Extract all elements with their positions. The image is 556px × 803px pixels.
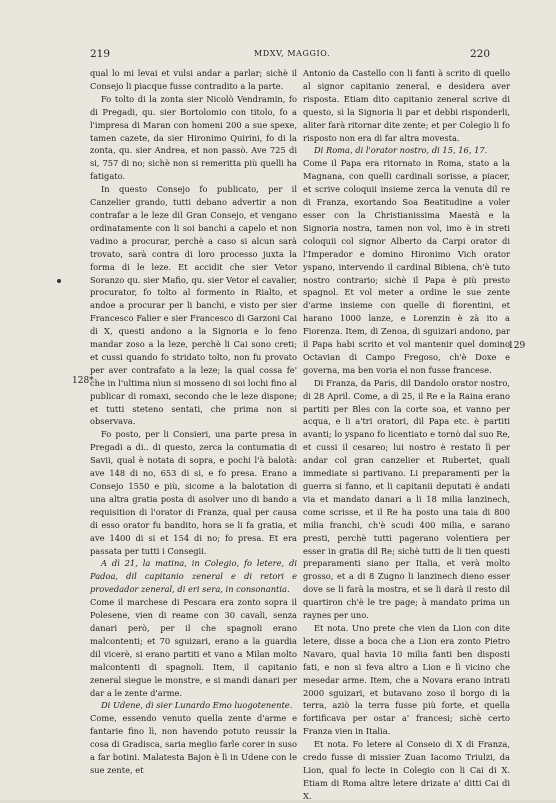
right-page-number: 220 <box>469 48 490 60</box>
left-column-paragraph: Fo posto, per li Consieri, una parte presa in Pregadi a di.. di questo, zerca la contumatia di Savii, qual è notata di sopra, e pochi l'à balotà: ave 148 di no, 653 di si, e fo presa. Erano a Consejo 1550 e più, sicome a la balotation di una altra gratia posta di asolver uno di bando a requisition di l'orator di Franza, qual per causa di esso orator fu bandito, hora se li fa gratia, et ave 1400 di si et 154 di no; fo presa. Et era passata per tutti i Consegii. <box>90 429 297 556</box>
right-column-paragraph: Antonio da Castello con li fanti à scrito di quello al signor capitanio zeneral, e desidera aver risposta. Etiam dito capitanio zeneral scrive di questo, sì la Signoria li par et debbi risponderli, aliter farà ritornar dite zente; et per Colegio li fo risposto non era di far altra movesta. <box>303 68 510 143</box>
right-column-paragraph: Et nota. Fo letere al Conseio di X di Franza, credo fusse di missier Zuan Iacomo Triulzi, da Lion, qual fo lecte in Colegio con li Cai di X. Etiam di Roma altre letere drizate a' ditti Cai di X. <box>303 739 510 801</box>
left-column-paragraph: Come il marchese di Pescara era zonto sopra il Polesene, vien di reame con 30 cavali, senza danari però, per il che spagnoli erano malcontenti; et 70 sguizari, erano a la guardia dil vicerè, si erano partiti et vano a Milan molto malcontenti di spagnoli. Item, il capitanio zeneral siegue le monstre, e si mandi danari per dar a le zente d'arme. <box>90 597 297 698</box>
left-column-paragraph: Di Udene, di sier Lunardo Emo luogotenente. <box>101 700 293 711</box>
margin-dot <box>57 279 61 283</box>
left-column-paragraph: A dì 21, la matina, in Colegio, fo letere, di Padoa, dil capitanio zeneral e di retori e provedador zeneral, di eri sera, in consonantia. <box>90 558 297 595</box>
right-text-column <box>303 67 510 803</box>
margin-folio-left: 128* <box>72 376 94 386</box>
left-text-column <box>90 67 297 777</box>
right-column-paragraph: Di Roma, di l'orator nostro, di 15, 16, 17. <box>314 145 488 156</box>
left-column-paragraph: qual lo mi levai et vulsi andar a parlar; sichè il Consejo li piacque fusse contradito a la parte. <box>90 68 297 91</box>
left-column-paragraph: In questo Consejo fo publicato, per il Canzelier grando, tutti debano advertir a non contrafar a le leze dil Gran Consejo, et vengano ordinatamente con li soi banchi a capelo et non vadino a procurar, perchè a caso si alcun sarà trovato, sarà contra di loro processo juxta la forma di le leze. Et accidit che sier Vetor Soranzo qu. sier Mafio, qu. sier Vetor el cavalier, procurator, fo tolto al formento in Rialto, et andoe a procurar per li banchi, e visto per sier Francesco Falier e sier Francesco di Garzoni Cai di X, questi andono a la Signoria e lo feno mandar zoso a la leze, perchè li Cai sono creti; et cussi quando fo stridato tolto, non fu provato per aver contrafato a la leze; la qual cossa fe' che in l'ultima nìun si mosseno di soi lochi fino al publicar di romaxi, secondo che le leze dispone; et tutti steteno sentati, che prima non si observava. <box>90 184 297 427</box>
page-header <box>90 48 490 64</box>
left-page-number: 219 <box>90 48 111 60</box>
left-column-paragraph: Come, essendo venuto quella zente d'arme e fantarie fino lì, non havendo potuto reussir la cosa di Gradisca, saria meglio farle corer in suso a far botini. Malatesta Bajon è lì in Udene con le sue zente, et <box>90 713 297 775</box>
running-head: MDXV, MAGGIO. <box>254 49 331 58</box>
right-column-paragraph: Di Franza, da Paris, dil Dandolo orator nostro, di 28 April. Come, a dì 25, il Re e la Raina erano partiti per Bles con la corte soa, et vanno per acqua, e li a'tri oratori, dil Papa etc. è partiti avanti; lo yspano fo licentiato e tornò dal suo Re, et cussi il cesareo; lui nostro è restato lì per andar col gran canzelier et Rubertet, quali immediate si partivano. Li preparamenti per la guerra si fanno, et li capitanii deputati è andati via et mandato danari a li 18 milia lanzinech, come scrisse, et il Re ha posto una taia di 800 milia franchi, ch'è scudi 400 milia, e sarano presti, perchè tutti pagerano volentiera per esser in gratia dil Re; sichè tutti de li tien questi preparamenti siano per Italia, et verà molto grosso, et a di 8 Zugno li lanzinech dieno esser dove se li farà la mostra, et se li darà il resto dil quartiron ch'è le tre page; à mandato prima un raynes per uno. <box>303 377 510 621</box>
left-column-paragraph: Fo tolto di la zonta sier Nicolò Vendramin, fo di Pregadi, qu. sier Bortolomio con titolo, fo a l'impresa di Maran con homeni 200 a sue spexe, tamen cazete, da sier Hironimo Quirini, fo di la zonta, qu. sier Andrea, et non passò. Ave 725 di si, 757 di no; sichè non si remeritta più quelli ha fatigato. <box>90 93 297 182</box>
margin-folio-right: 129 <box>508 341 526 351</box>
right-column-paragraph: Et nota. Uno prete che vien da Lion con dite letere, disse a boca che a Lion era zonto Pietro Navaro, qual havia 10 milia fanti ben disposti fati, e non si feva altro a Lion e lì vicino che mesedar arme. Item, che a Novara erano intrati 2000 sguizari, et butavano zoso il borgo di la terra, aziò la terra fusse più forte, et quella fortificava per ostar a' francesi; sichè certo Franza vien in Italia. <box>303 622 510 737</box>
right-column-paragraph: Come il Papa era ritornato in Roma, stato a la Magnana, con quelli cardinali sorisse, a piacer, et scrive coloquii insieme zerca la venuta dil re di Franza, exortando Soa Beatitudine a voler esser con la Christianissima Maestà e la Signoria nostra, tamen non vol, imo è in streti coloquii col signor Alberto da Carpi orator di l'Imperador e domino Hironimo Vich orator yspano, intervendo il cardinal Bibiena, ch'è tuto nostro contrario; sichè il Papa è più presto spagnol. Et vol meter a ordine le sue zente d'arme insieme con quelle di fiorentini, et harano 1000 lanze, e Lorenzin è zà ito a Fiorenza. Item, di Zenoa, di sguizari andono, par il Papa habi scrito et vol mantenir quel domino Octavian di Campo Fregoso, ch'è Doxe e governa, ma ben voria el non fusse francese. <box>303 158 510 375</box>
